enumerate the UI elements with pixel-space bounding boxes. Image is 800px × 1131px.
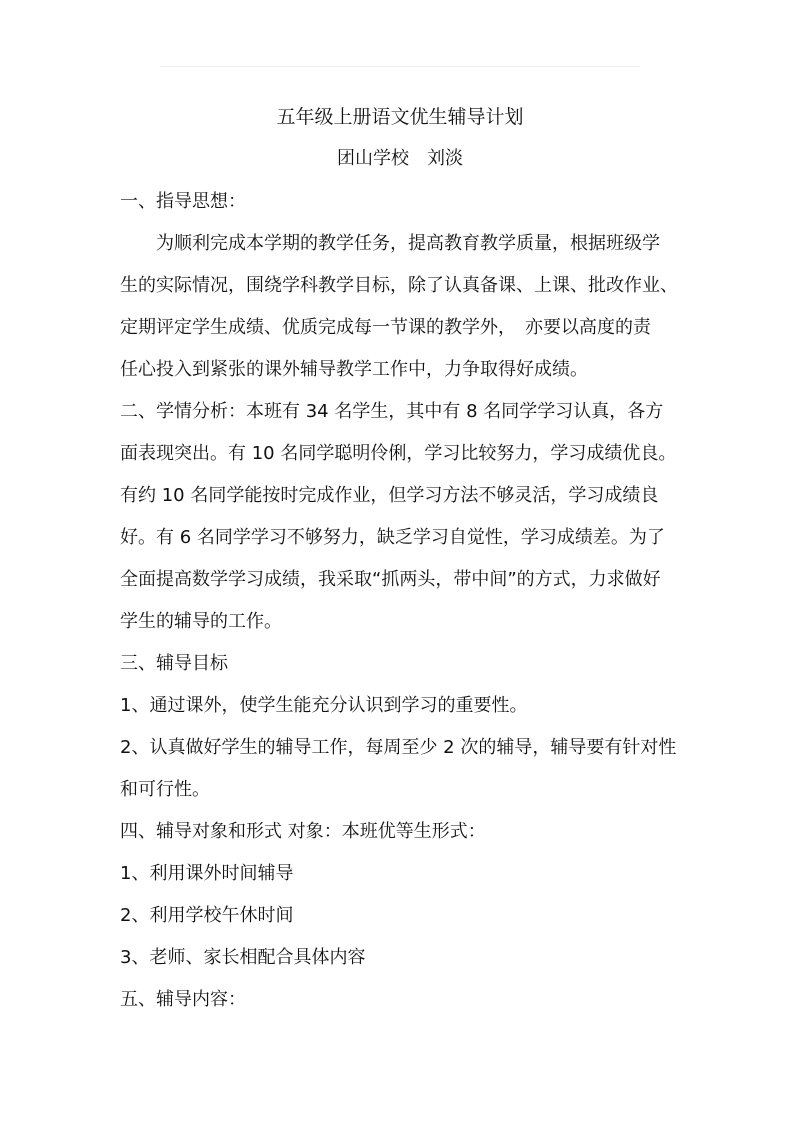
list-item: 1、利用课外时间辅导 bbox=[120, 863, 294, 884]
paragraph-line: 学生的辅导的工作。 bbox=[120, 611, 282, 632]
paragraph-line: 为顺利完成本学期的教学任务，提高教育教学质量，根据班级学 bbox=[156, 233, 660, 254]
paragraph-line: 面表现突出。有 10 名同学聪明伶俐，学习比较努力，学习成绩优良。 bbox=[120, 443, 677, 464]
list-item: 2、认真做好学生的辅导工作，每周至少 2 次的辅导，辅导要有针对性 bbox=[120, 737, 677, 758]
document-title: 五年级上册语文优生辅导计划 bbox=[276, 106, 524, 128]
list-item: 3、老师、家长相配合具体内容 bbox=[120, 947, 366, 968]
header-rule bbox=[160, 66, 640, 67]
paragraph-line: 生的实际情况，围绕学科教学目标，除了认真备课、上课、批改作业、 bbox=[120, 275, 678, 296]
document-author: 团山学校 刘淡 bbox=[337, 148, 463, 169]
section-heading-tutoring-content: 五、辅导内容： bbox=[120, 989, 246, 1010]
paragraph-line: 有约 10 名同学能按时完成作业，但学习方法不够灵活，学习成绩良 bbox=[120, 485, 659, 506]
paragraph-line: 全面提高数学学习成绩，我采取“抓两头，带中间”的方式，力求做好 bbox=[120, 569, 661, 590]
section-heading-student-analysis: 二、学情分析：本班有 34 名学生，其中有 8 名同学学习认真，各方 bbox=[120, 401, 664, 422]
section-heading-tutoring-targets: 四、辅导对象和形式 对象：本班优等生形式： bbox=[120, 821, 486, 842]
paragraph-line: 定期评定学生成绩、优质完成每一节课的教学外， 亦要以高度的责 bbox=[120, 317, 651, 338]
list-item: 1、通过课外，使学生能充分认识到学习的重要性。 bbox=[120, 695, 528, 716]
paragraph-line: 好。有 6 名同学学习不够努力，缺乏学习自觉性，学习成绩差。为了 bbox=[120, 527, 665, 548]
paragraph-line: 任心投入到紧张的课外辅导教学工作中，力争取得好成绩。 bbox=[120, 359, 588, 380]
list-item-continuation: 和可行性。 bbox=[120, 779, 210, 800]
list-item: 2、利用学校午休时间 bbox=[120, 905, 294, 926]
section-heading-tutoring-goals: 三、辅导目标 bbox=[120, 653, 228, 674]
section-heading-guiding-idea: 一、指导思想： bbox=[120, 191, 246, 212]
